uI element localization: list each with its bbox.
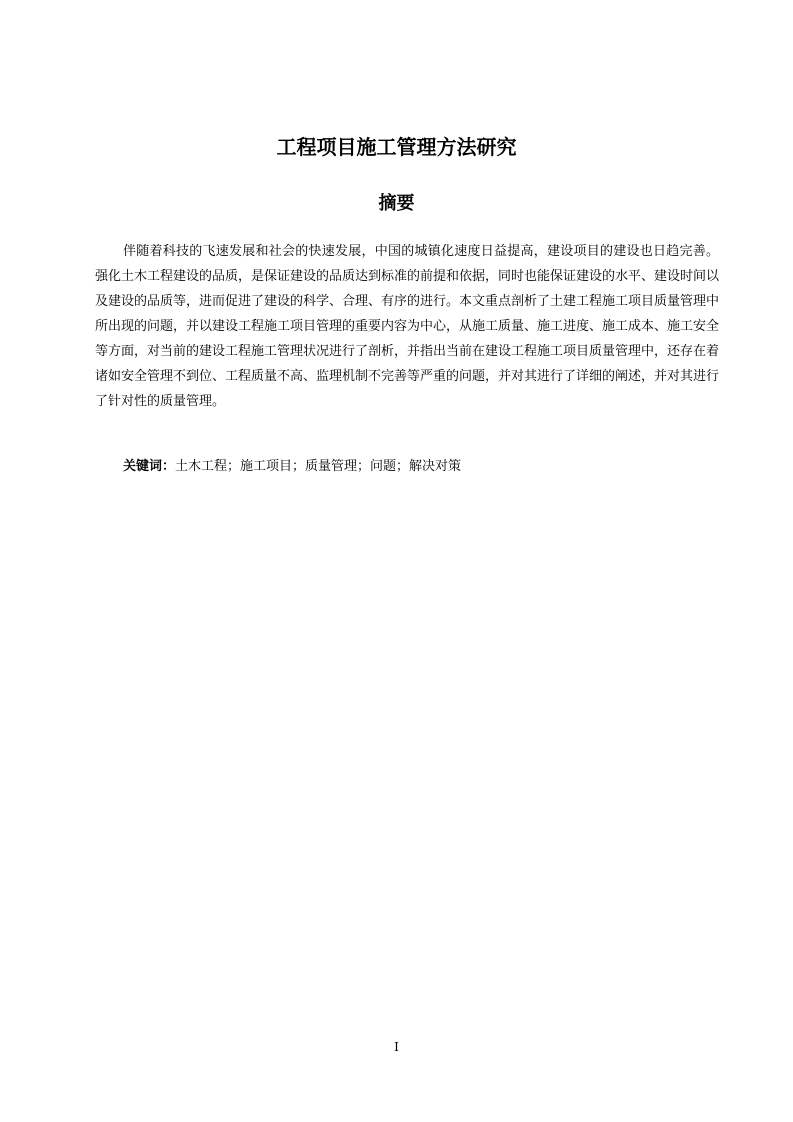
- keywords-line: [123, 454, 719, 479]
- page-number: I: [394, 1040, 399, 1054]
- abstract-paragraph: 伴随着科技的飞速发展和社会的快速发展，中国的城镇化速度日益提高，建设项目的建设也日趋完善。强化土木工程建设的品质，是保证建设的品质达到标准的前提和依据，同时也能保证建设的水平、建设时间以及建设的品质等，进而促进了建设的科学、合理、有序的进行。本文重点剖析了土建工程施工项目质量管理中所出现的问题，并以建设工程施工项目管理的重要内容为中心，从施工质量、施工进度、施工成本、施工安全等方面，对当前的建设工程施工管理状况进行了剖析，并指出当前在建设工程施工项目质量管理中，还存在着诸如安全管理不到位、工程质量不高、监理机制不完善等严重的问题，并对其进行了详细的阐述，并对其进行了针对性的质量管理。: [95, 244, 720, 409]
- keywords-label: 关键词：: [123, 459, 176, 474]
- abstract-heading: 摘要: [378, 193, 415, 214]
- page-title: 工程项目施工管理方法研究: [276, 135, 517, 159]
- keywords-text: 土木工程；施工项目；质量管理；问题；解决对策: [175, 459, 462, 474]
